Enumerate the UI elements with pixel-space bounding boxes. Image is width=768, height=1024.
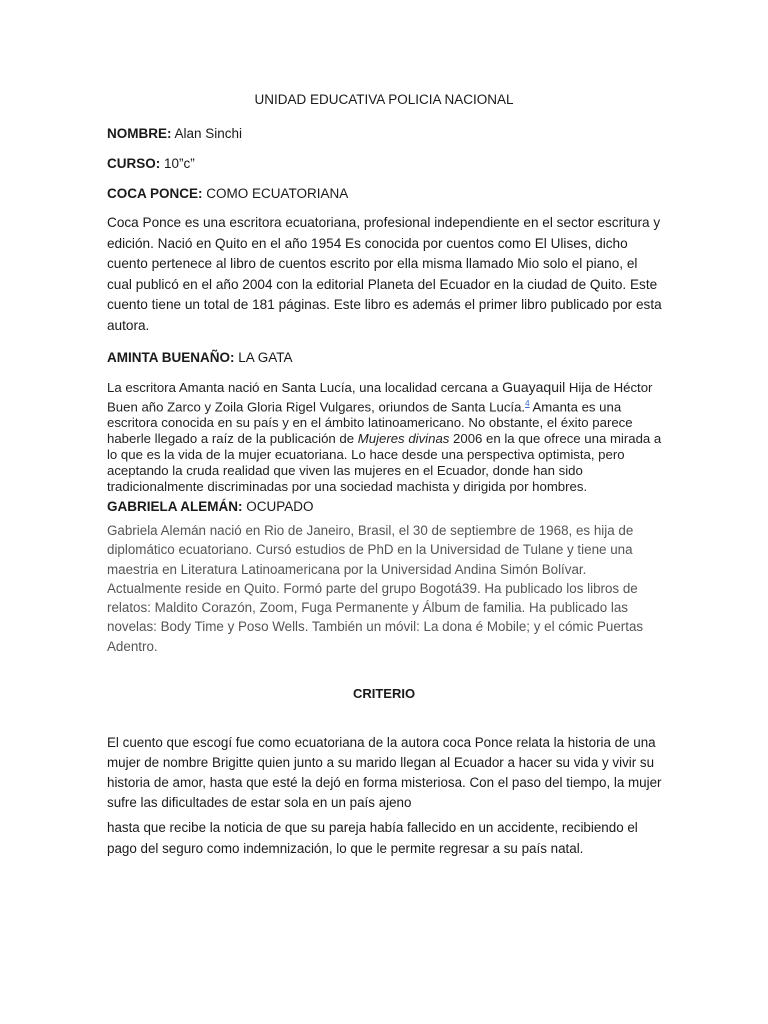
section1-title: COMO ECUATORIANA <box>206 186 349 201</box>
section2-paragraph <box>107 379 663 495</box>
section3-paragraph: Gabriela Alemán nació en Rio de Janeiro, Brasil, el 30 de septiembre de 1968, es hija de diplomático ecuatoriano. Cursó estudios de PhD en la Universidad de Tulane y tiene una maestria en Literatura Latinoamericana por la Universidad Andina Simón Bolívar. Actualmente reside en Quito. Formó parte del grupo Bogotá39. Ha publicado los libros de relatos: Maldito Corazón, Zoom, Fuga Permanente y Álbum de familia. Ha publicado las novelas: Body Time y Poso Wells. También un móvil: La dona é Mobile; y el cómic Puertas Adentro. <box>107 523 644 654</box>
section3-title: OCUPADO <box>246 499 314 514</box>
course-line <box>107 154 663 173</box>
section2-text-f: 2006 en la que ofrece una mirada a lo que es la vida de la mujer ecuatoriana. Lo hace desde una perspectiva optimista, pero aceptando la cruda realidad que viven las mujeres en el Ecuador, donde han sido tradicionalmente discriminadas por una sociedad machista y dirigida por hombres. <box>107 431 662 495</box>
criterio-paragraph-1: El cuento que escogí fue como ecuatoriana de la autora coca Ponce relata la historia de una mujer de nombre Brigitte quien junto a su marido llegan al Ecuador a hacer su vida y vivir su historia de amor, hasta que esté la dejó en forma misteriosa. Con el paso del tiempo, la mujer sufre las dificultades de estar sola en un país ajeno <box>107 735 662 810</box>
guayaquil-link[interactable]: Guayaquil <box>502 379 566 395</box>
section1-heading <box>107 184 663 203</box>
section1-paragraph: Coca Ponce es una escritora ecuatoriana, profesional independiente en el sector escritura y edición. Nació en Quito en el año 1954 Es conocida por cuentos como El Ulises, dicho cuento pertenece al libro de cuentos escrito por ella misma llamado Mio solo el piano, el cual publicó en el año 2004 con la editorial Planeta del Ecuador en la ciudad de Quito. Este cuento tiene un total de 181 páginas. Este libro es además el primer libro publicado por esta autora. <box>107 215 662 333</box>
section2-title: LA GATA <box>238 350 293 365</box>
school-title: UNIDAD EDUCATIVA POLICIA NACIONAL <box>254 92 514 107</box>
section2-heading <box>107 348 663 367</box>
section2-author: AMINTA BUENAÑO: <box>107 350 235 365</box>
section2-text-c: Hija de Héctor Buen año Zarco y Zoila Gloria Rigel Vulgares, oriundos de Santa Lucía. <box>107 380 653 415</box>
section3-heading <box>107 497 663 516</box>
section2-text-a: La escritora Amanta nació en Santa Lucía, una localidad cercana a <box>107 380 503 395</box>
criterio-paragraph-2: hasta que recibe la noticia de que su pareja había fallecido en un accidente, recibiendo el pago del seguro como indemnización, lo que le permite regresar a su país natal. <box>107 820 638 856</box>
criterio-heading: CRITERIO <box>352 686 416 701</box>
section1-author: COCA PONCE: <box>107 186 203 201</box>
course-value: 10”c” <box>164 156 195 171</box>
name-label: NOMBRE: <box>107 126 172 141</box>
book-title-italic: Mujeres divinas <box>357 431 450 447</box>
course-label: CURSO: <box>107 156 161 171</box>
name-line <box>107 124 663 143</box>
section2-text-d: Amanta es una escritora conocida en su país y en el ámbito latinoamericano. No obstante, el éxito parece haberle llegado a raíz de la publicación de <box>107 399 633 447</box>
name-value: Alan Sinchi <box>174 126 243 141</box>
footnote-link[interactable]: 4 <box>525 399 530 408</box>
section3-author: GABRIELA ALEMÁN: <box>107 499 243 514</box>
